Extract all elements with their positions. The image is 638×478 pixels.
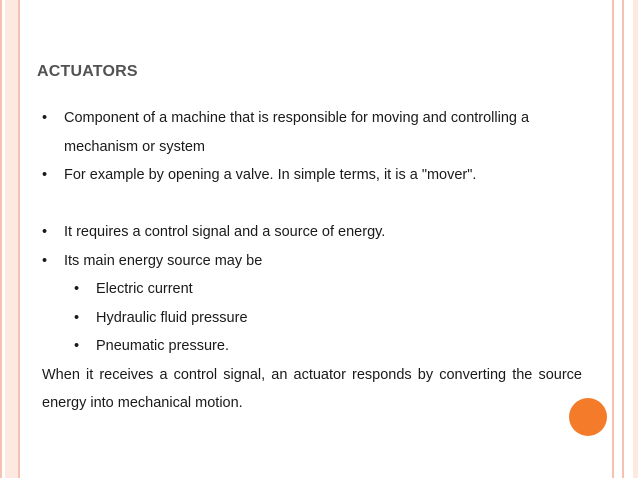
left-border-band bbox=[5, 0, 18, 478]
sub-bullet-item: • Hydraulic fluid pressure bbox=[42, 304, 582, 333]
spacer bbox=[42, 190, 582, 219]
decorative-circle bbox=[569, 398, 607, 436]
bullet-item: • Component of a machine that is responsible for moving and controlling a mechanism or system bbox=[42, 104, 582, 161]
right-border-inner-line bbox=[612, 0, 614, 478]
left-border-line bbox=[0, 0, 2, 478]
left-border-inner-line bbox=[18, 0, 20, 478]
right-border-band bbox=[633, 0, 638, 478]
bullet-item: • For example by opening a valve. In simple terms, it is a "mover". bbox=[42, 161, 582, 190]
sub-bullet-item: • Electric current bbox=[42, 275, 582, 304]
sub-bullet-item: • Pneumatic pressure. bbox=[42, 332, 582, 361]
bullet-item: • Its main energy source may be bbox=[42, 247, 582, 276]
slide-content bbox=[42, 104, 582, 418]
body-paragraph: When it receives a control signal, an actuator responds by converting the source energy into mechanical motion. bbox=[42, 366, 582, 411]
bullet-item: • It requires a control signal and a source of energy. bbox=[42, 218, 582, 247]
slide-title: ACTUATORS bbox=[37, 63, 138, 80]
right-border-line bbox=[622, 0, 624, 478]
